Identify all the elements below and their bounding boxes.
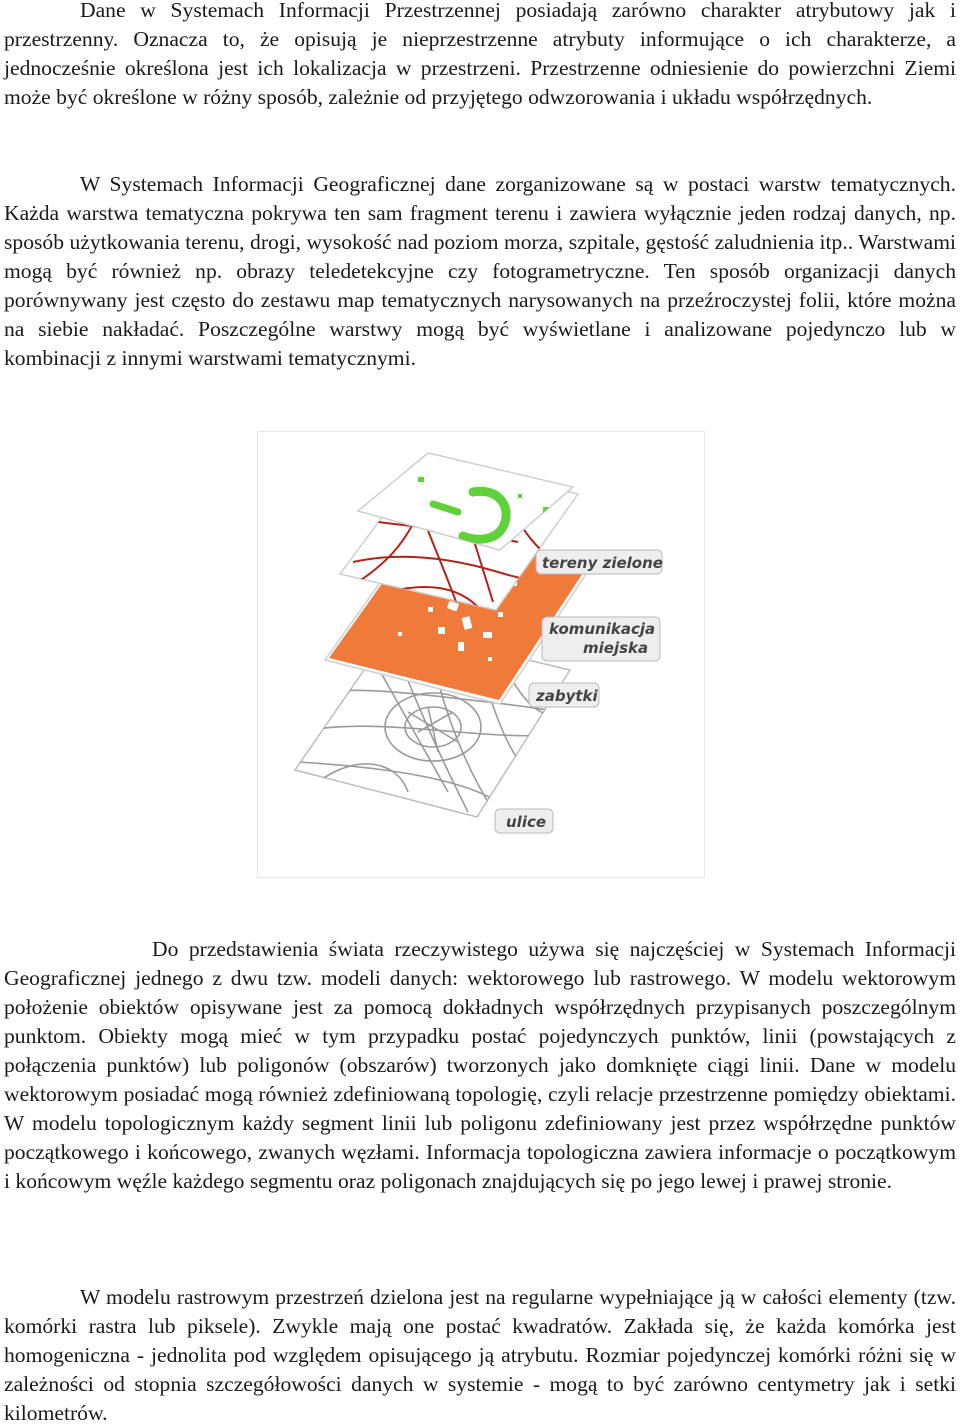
paragraph-spatial-data: Dane w Systemach Informacji Przestrzennej posiadają zarówno charakter atrybutowy jak i przestrzenny. Oznacza to, że opisują je nieprzestrzenne atrybuty informujące o ich charakterze, a jednocześnie określona jest ich lokalizacja w przestrzeni. Przestrzenne odniesienie do powierzchni Ziemi może być określone w różny sposób, zależnie od przyjętego odwzorowania i układu współrzędnych.	[4, 0, 956, 109]
paragraph-raster-model: W modelu rastrowym przestrzeń dzielona jest na regularne wypełniające ją w całości elementy (tzw. komórki rastra lub piksele). Zwykle mają one postać kwadratów. Zakłada się, że każda komórka jest homogeniczna - jednolita pod względem opisującego ją atrybutu. Rozmiar pojedynczej komórki różni się w zależności od stopnia szczegółowości danych w systemie - mogą to być zarówno centymetry jak i setki kilometrów.	[4, 1285, 956, 1425]
label-transport-line1: komunikacja	[549, 620, 656, 638]
label-monuments: zabytki	[536, 687, 598, 705]
label-streets: ulice	[506, 813, 547, 831]
gis-layers-figure	[257, 431, 705, 878]
paragraph-thematic-layers: W Systemach Informacji Geograficznej dane zorganizowane są w postaci warstw tematycznych. Każda warstwa tematyczna pokrywa ten sam fragment terenu i zawiera wyłącznie jeden rodzaj danych, np. sposób użytkowania terenu, drogi, wysokość nad poziom morza, szpitale, gęstość zaludnienia itp.. Warstwami mogą być również np. obrazy teledetekcyjne czy fotogrametryczne. Ten sposób organizacji danych porównywany jest często do zestawu map tematycznych narysowanych na przeźroczystej folii, które można na siebie nakładać. Poszczególne warstwy mogą być wyświetlane i analizowane pojedynczo lub w kombinacji z innymi warstwami tematycznymi.	[4, 172, 956, 370]
label-green-areas: tereny zielone	[542, 554, 663, 572]
paragraph-vector-model: Do przedstawienia świata rzeczywistego używa się najczęściej w Systemach Informacji Geograficznej jednego z dwu tzw. modeli danych: wektorowego lub rastrowego. W modelu wektorowym położenie obiektów opisywane jest za pomocą dokładnych współrzędnych przypisanych poszczególnym punktom. Obiekty mogą mieć w tym przypadku postać pojedynczych punktów, linii (powstających z połączenia punktów) lub poligonów (obszarów) tworzonych jako domknięte ciągi linii. Dane w modelu wektorowym posiadać mogą również zdefiniowaną topologię, czyli relacje przestrzenne pomiędzy obiektami. W modelu topologicznym każdy segment linii lub poligonu zdefiniowany jest przez współrzędne punktów początkowego i końcowego, zwanych węzłami. Informacja topologiczna zawiera informacje o początkowym i końcowym węźle każdego segmentu oraz poligonach znajdujących się po jego lewej i prawej stronie.	[4, 937, 956, 1193]
label-transport-line2: miejska	[583, 639, 649, 657]
